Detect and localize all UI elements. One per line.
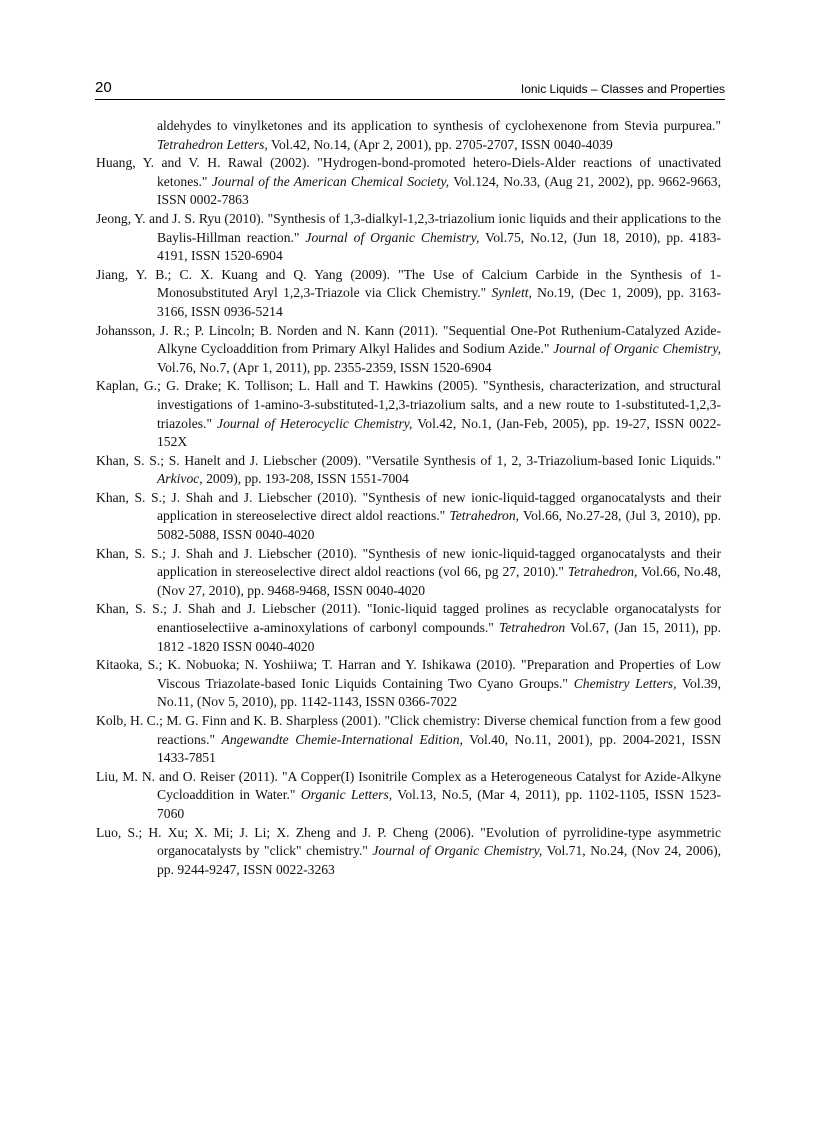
reference-journal: Arkivoc,: [157, 471, 203, 487]
page-number: 20: [95, 79, 112, 96]
reference-details: 2009), pp. 193-208, ISSN 1551-7004: [202, 471, 409, 487]
reference-entry: [96, 712, 721, 768]
reference-details: Vol.42, No.14, (Apr 2, 2001), pp. 2705-2707, ISSN 0040-4039: [267, 136, 613, 152]
reference-text: Khan, S. S.; S. Hanelt and J. Liebscher (2009). "Versatile Synthesis of 1, 2, 3-Triazolium-based Ionic Liquids.": [96, 452, 721, 468]
reference-entry: [96, 824, 721, 880]
reference-entry: [96, 322, 721, 378]
reference-journal: Tetrahedron: [499, 620, 566, 636]
reference-journal: Chemistry Letters,: [573, 675, 677, 691]
reference-details: No.19, (Dec 1, 2009), pp. 3163-3166, ISSN 0936-5214: [157, 285, 721, 319]
reference-journal: Tetrahedron,: [567, 564, 638, 580]
reference-details: Vol.76, No.7, (Apr 1, 2011), pp. 2355-2359, ISSN 1520-6904: [157, 359, 492, 375]
reference-entry: [96, 656, 721, 712]
reference-text: Jeong, Y. and J. S. Ryu (2010). "Synthesis of 1,3-dialkyl-1,2,3-triazolium ionic liquids and their applications to the Baylis-Hillman reaction.": [96, 210, 721, 245]
reference-text: Khan, S. S.; J. Shah and J. Liebscher (2010). "Synthesis of new ionic-liquid-tagged organocatalysts and their application in stereoselective direct aldol reactions (vol 66, pg 27, 2010).": [96, 545, 721, 580]
reference-journal: Tetrahedron Letters,: [157, 136, 268, 152]
reference-journal: Journal of Organic Chemistry,: [372, 843, 543, 859]
reference-details: Vol.71, No.24, (Nov 24, 2006), pp. 9244-9247, ISSN 0022-3263: [157, 843, 722, 877]
reference-text: Johansson, J. R.; P. Lincoln; B. Norden and N. Kann (2011). "Sequential One-Pot Ruthenium-Catalyzed Azide-Alkyne Cycloaddition from Primary Alkyl Halides and Sodium Azide.": [96, 322, 721, 357]
reference-text: Kitaoka, S.; K. Nobuoka; N. Yoshiiwa; T. Harran and Y. Ishikawa (2010). "Preparation and Properties of Low Viscous Triazolate-based Ionic Liquids Containing Two Cyano Groups.": [96, 657, 721, 691]
reference-details: Vol.66, No.48, (Nov 27, 2010), pp. 9468-9468, ISSN 0040-4020: [157, 564, 721, 598]
reference-journal: Angewandte Chemie-International Edition,: [221, 731, 463, 747]
reference-details: Vol.42, No.1, (Jan-Feb, 2005), pp. 19-27, ISSN 0022-152X: [157, 415, 721, 450]
reference-journal: Organic Letters,: [300, 787, 393, 803]
reference-details: Vol.67, (Jan 15, 2011), pp. 1812 -1820 ISSN 0040-4020: [157, 620, 721, 654]
reference-entry: [96, 377, 721, 451]
reference-text: Jiang, Y. B.; C. X. Kuang and Q. Yang (2009). "The Use of Calcium Carbide in the Synthesis of 1-Monosubstituted Aryl 1,2,3-Triazole via Click Chemistry.": [96, 266, 721, 301]
reference-list: [96, 117, 721, 879]
reference-text: aldehydes to vinylketones and its application to synthesis of cyclohexenone from Stevia purpurea.": [157, 118, 721, 133]
reference-entry: [96, 768, 721, 824]
reference-text: Kolb, H. C.; M. G. Finn and K. B. Sharpless (2001). "Click chemistry: Diverse chemical function from a few good reactions.": [96, 713, 721, 747]
reference-details: Vol.39, No.11, (Nov 5, 2010), pp. 1142-1143, ISSN 0366-7022: [157, 675, 721, 710]
reference-entry: [96, 545, 721, 601]
reference-entry: [96, 154, 721, 210]
reference-text: Khan, S. S.; J. Shah and J. Liebscher (2011). "Ionic-liquid tagged prolines as recyclable organocatalysts for enantioselectiive a-aminoxylations of carbonyl compounds.": [96, 601, 721, 636]
reference-details: Vol.75, No.12, (Jun 18, 2010), pp. 4183-4191, ISSN 1520-6904: [157, 229, 722, 264]
reference-details: Vol.66, No.27-28, (Jul 3, 2010), pp. 5082-5088, ISSN 0040-4020: [157, 508, 721, 543]
reference-journal: Journal of Organic Chemistry,: [305, 229, 480, 245]
reference-entry: [96, 210, 721, 266]
reference-details: Vol.124, No.33, (Aug 21, 2002), pp. 9662-9663, ISSN 0002-7863: [157, 173, 721, 208]
reference-journal: Journal of Heterocyclic Chemistry,: [217, 415, 413, 431]
reference-text: Khan, S. S.; J. Shah and J. Liebscher (2010). "Synthesis of new ionic-liquid-tagged organocatalysts and their application in stereoselective direct aldol reactions.": [96, 489, 721, 524]
reference-entry: [96, 117, 721, 154]
reference-journal: Journal of Organic Chemistry,: [553, 341, 721, 357]
reference-journal: Journal of the American Chemical Society,: [211, 173, 450, 189]
reference-journal: Tetrahedron,: [449, 508, 520, 524]
reference-journal: Synlett,: [491, 285, 532, 301]
reference-entry: [96, 600, 721, 656]
reference-text: Kaplan, G.; G. Drake; K. Tollison; L. Hall and T. Hawkins (2005). "Synthesis, characterization, and structural investigations of 1-amino-3-substituted-1,2,3-triazolium salts, and a new route to 1-substituted-1,2,3-triazoles.": [96, 378, 721, 431]
running-title: Ionic Liquids – Classes and Properties: [520, 82, 725, 96]
reference-entry: [96, 266, 721, 322]
reference-text: Luo, S.; H. Xu; X. Mi; J. Li; X. Zheng and J. P. Cheng (2006). "Evolution of pyrrolidine-type asymmetric organocatalysts by "click" chemistry.": [96, 824, 721, 859]
reference-details: Vol.13, No.5, (Mar 4, 2011), pp. 1102-1105, ISSN 1523-7060: [157, 787, 721, 821]
reference-details: Vol.40, No.11, 2001), pp. 2004-2021, ISSN 1433-7851: [157, 731, 721, 766]
reference-entry: [96, 452, 721, 489]
reference-entry: [96, 489, 721, 545]
reference-text: Huang, Y. and V. H. Rawal (2002). "Hydrogen-bond-promoted hetero-Diels-Alder reactions of unactivated ketones.": [96, 155, 721, 189]
reference-text: Liu, M. N. and O. Reiser (2011). "A Copper(I) Isonitrile Complex as a Heterogeneous Catalyst for Azide-Alkyne Cycloaddition in Water.": [96, 768, 721, 803]
page-header: [95, 79, 725, 100]
